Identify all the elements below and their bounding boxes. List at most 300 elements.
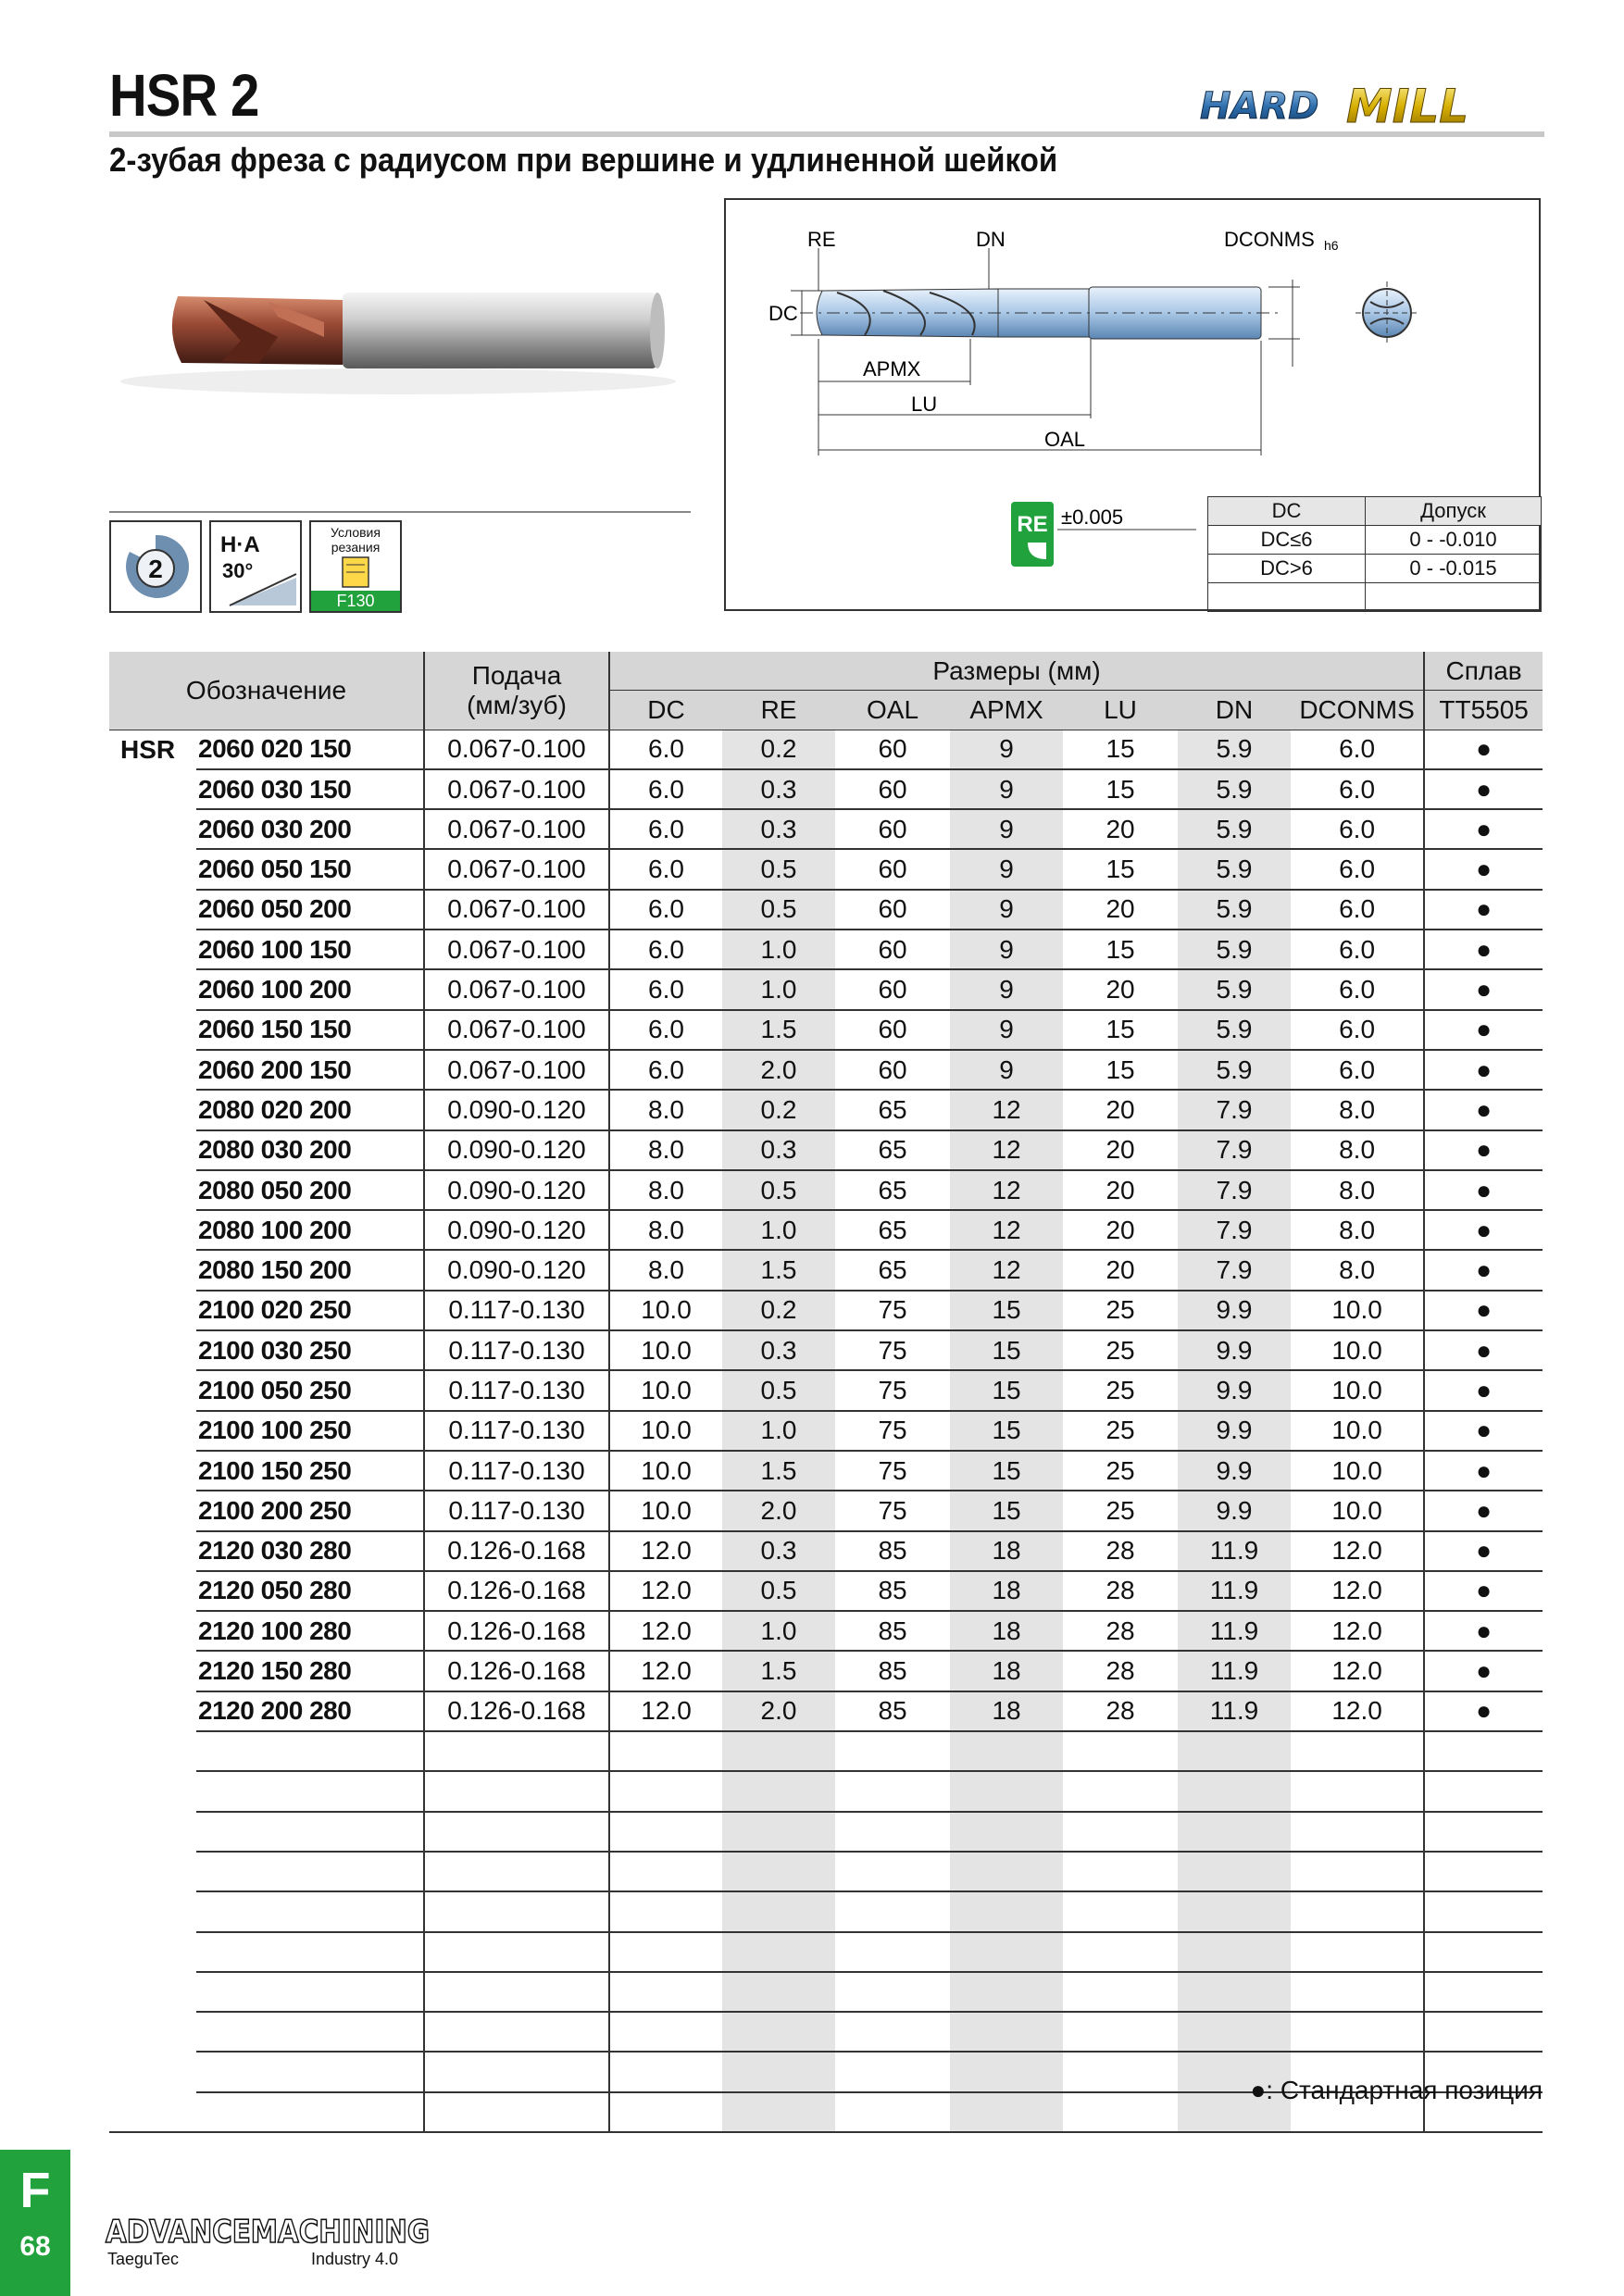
cell-grade: ● <box>1424 1090 1543 1129</box>
empty-cell <box>1291 1972 1424 2012</box>
cell-apmx: 18 <box>950 1531 1063 1571</box>
table-row <box>109 890 1543 930</box>
empty-row <box>109 1891 1543 1931</box>
cell-apmx: 12 <box>950 1210 1063 1250</box>
label-lu: LU <box>911 393 938 416</box>
cell-re: 1.5 <box>722 1451 835 1491</box>
series-prefix <box>109 1130 196 1170</box>
cell-oal: 85 <box>835 1651 950 1691</box>
empty-cell <box>835 1731 950 1771</box>
cell-dc: 6.0 <box>609 930 722 969</box>
helix-angle-icon <box>209 520 302 613</box>
cell-oal: 85 <box>835 1571 950 1611</box>
empty-cell <box>609 2092 722 2132</box>
label-dc: DC <box>768 302 798 325</box>
cell-oal: 60 <box>835 809 950 849</box>
cell-apmx: 15 <box>950 1291 1063 1330</box>
cell-re: 1.0 <box>722 1411 835 1451</box>
cell-apmx: 15 <box>950 1370 1063 1410</box>
empty-cell <box>835 1812 950 1852</box>
cell-re: 2.0 <box>722 1050 835 1090</box>
cell-lu: 25 <box>1063 1451 1178 1491</box>
page-number: 68 <box>19 2231 51 2262</box>
svg-text:2: 2 <box>148 555 163 583</box>
cell-lu: 20 <box>1063 1170 1178 1210</box>
cell-feed: 0.090-0.120 <box>424 1250 609 1290</box>
cell-dc: 12.0 <box>609 1611 722 1651</box>
cell-dn: 9.9 <box>1178 1411 1291 1451</box>
cell-dconms: 6.0 <box>1291 930 1424 969</box>
table-row <box>109 1250 1543 1290</box>
cell-apmx: 12 <box>950 1170 1063 1210</box>
cell-dn: 5.9 <box>1178 849 1291 889</box>
empty-cell <box>722 1852 835 1891</box>
cell-code: 2080 100 200 <box>196 1210 424 1250</box>
tolerance-table <box>1207 496 1542 612</box>
empty-cell <box>1291 1891 1424 1931</box>
table-row <box>109 1170 1543 1210</box>
tol-row <box>1208 583 1542 612</box>
cell-dn: 9.9 <box>1178 1451 1291 1491</box>
cell-oal: 60 <box>835 930 950 969</box>
cell-lu: 15 <box>1063 849 1178 889</box>
empty-cell <box>609 1731 722 1771</box>
empty-cell <box>609 2012 722 2052</box>
empty-cell <box>609 1891 722 1931</box>
cell-lu: 28 <box>1063 1651 1178 1691</box>
series-prefix <box>109 849 196 889</box>
photo-rule <box>109 511 691 513</box>
cell-code: 2060 050 200 <box>196 890 424 930</box>
table-row <box>109 1010 1543 1050</box>
cell-feed: 0.090-0.120 <box>424 1090 609 1129</box>
cell-lu: 20 <box>1063 1210 1178 1250</box>
empty-cell <box>609 1852 722 1891</box>
cell-dc: 8.0 <box>609 1250 722 1290</box>
header-dimensions: Размеры (мм) <box>609 652 1424 691</box>
cell-apmx: 9 <box>950 1050 1063 1090</box>
cell-dn: 5.9 <box>1178 1050 1291 1090</box>
empty-cell <box>196 2092 424 2132</box>
header-dn: DN <box>1178 691 1291 730</box>
cell-oal: 65 <box>835 1090 950 1129</box>
empty-cell <box>1178 1972 1291 2012</box>
empty-cell <box>424 1891 609 1931</box>
empty-cell <box>950 1731 1063 1771</box>
cell-dn: 11.9 <box>1178 1651 1291 1691</box>
cell-dn: 7.9 <box>1178 1170 1291 1210</box>
empty-cell <box>609 1812 722 1852</box>
cell-dconms: 10.0 <box>1291 1370 1424 1410</box>
cell-feed: 0.067-0.100 <box>424 730 609 769</box>
cell-feed: 0.090-0.120 <box>424 1210 609 1250</box>
cell-code: 2080 150 200 <box>196 1250 424 1290</box>
cell-oal: 60 <box>835 769 950 809</box>
empty-cell <box>1063 1932 1178 1972</box>
empty-cell <box>950 1891 1063 1931</box>
series-prefix <box>109 769 196 809</box>
empty-cell <box>950 1932 1063 1972</box>
cell-dc: 6.0 <box>609 730 722 769</box>
cell-dconms: 6.0 <box>1291 849 1424 889</box>
empty-cell <box>424 2052 609 2091</box>
empty-cell <box>950 2092 1063 2132</box>
empty-cell <box>835 1771 950 1811</box>
cell-oal: 85 <box>835 1611 950 1651</box>
advance-machining-logo <box>106 2209 439 2268</box>
cell-apmx: 9 <box>950 730 1063 769</box>
series-prefix <box>109 1691 196 1731</box>
cell-dn: 5.9 <box>1178 1010 1291 1050</box>
cell-lu: 25 <box>1063 1491 1178 1530</box>
cell-dc: 12.0 <box>609 1651 722 1691</box>
empty-cell <box>1063 1852 1178 1891</box>
cell-grade: ● <box>1424 930 1543 969</box>
cell-grade: ● <box>1424 1651 1543 1691</box>
header-feed: Подача (мм/зуб) <box>424 652 609 730</box>
cell-feed: 0.067-0.100 <box>424 849 609 889</box>
empty-cell <box>196 1972 424 2012</box>
header-lu: LU <box>1063 691 1178 730</box>
cell-lu: 25 <box>1063 1411 1178 1451</box>
empty-cell <box>1178 1852 1291 1891</box>
empty-row <box>109 1972 1543 2012</box>
tol-row <box>1208 526 1542 555</box>
cell-dconms: 6.0 <box>1291 1010 1424 1050</box>
empty-cell <box>196 1812 424 1852</box>
cell-grade: ● <box>1424 1010 1543 1050</box>
label-oal: OAL <box>1044 428 1086 451</box>
cell-dc: 8.0 <box>609 1210 722 1250</box>
cell-oal: 60 <box>835 730 950 769</box>
cell-dn: 5.9 <box>1178 809 1291 849</box>
empty-cell <box>1063 2052 1178 2091</box>
cell-dc: 6.0 <box>609 1010 722 1050</box>
tol-value-cell: 0 - -0.015 <box>1366 555 1542 583</box>
cell-dc: 8.0 <box>609 1170 722 1210</box>
svg-text:TaeguTec: TaeguTec <box>107 2250 180 2268</box>
cell-lu: 15 <box>1063 730 1178 769</box>
cell-dc: 10.0 <box>609 1370 722 1410</box>
cell-re: 2.0 <box>722 1691 835 1731</box>
cell-dn: 7.9 <box>1178 1090 1291 1129</box>
tol-value-cell <box>1366 583 1542 612</box>
cell-dc: 6.0 <box>609 769 722 809</box>
cell-dconms: 10.0 <box>1291 1411 1424 1451</box>
cell-dconms: 6.0 <box>1291 809 1424 849</box>
cell-grade: ● <box>1424 1571 1543 1611</box>
empty-cell <box>1063 1972 1178 2012</box>
empty-cell <box>1178 1812 1291 1852</box>
cell-grade: ● <box>1424 1611 1543 1651</box>
cell-re: 0.5 <box>722 890 835 930</box>
series-prefix <box>109 1291 196 1330</box>
empty-row <box>109 1932 1543 1972</box>
empty-cell <box>1291 2012 1424 2052</box>
empty-cell <box>722 1812 835 1852</box>
empty-cell <box>1063 1731 1178 1771</box>
re-tolerance: ±0.005 <box>1061 505 1124 529</box>
label-dconms-tol: h6 <box>1324 238 1339 253</box>
cell-apmx: 9 <box>950 849 1063 889</box>
series-prefix <box>109 1090 196 1129</box>
cell-re: 0.5 <box>722 1370 835 1410</box>
tol-row <box>1208 555 1542 583</box>
tol-value-cell: 0 - -0.010 <box>1366 526 1542 555</box>
cell-dc: 8.0 <box>609 1130 722 1170</box>
cell-feed: 0.126-0.168 <box>424 1651 609 1691</box>
cell-code: 2120 050 280 <box>196 1571 424 1611</box>
series-prefix <box>109 1250 196 1290</box>
cell-dconms: 12.0 <box>1291 1611 1424 1651</box>
empty-cell <box>722 1731 835 1771</box>
cell-dconms: 10.0 <box>1291 1451 1424 1491</box>
cell-lu: 25 <box>1063 1291 1178 1330</box>
table-row <box>109 1531 1543 1571</box>
empty-cell <box>109 1932 196 1972</box>
cell-re: 0.5 <box>722 849 835 889</box>
cell-dn: 5.9 <box>1178 930 1291 969</box>
cell-oal: 60 <box>835 1050 950 1090</box>
cell-oal: 60 <box>835 969 950 1009</box>
series-prefix <box>109 890 196 930</box>
cell-dc: 6.0 <box>609 890 722 930</box>
cell-dn: 11.9 <box>1178 1691 1291 1731</box>
table-row <box>109 1571 1543 1611</box>
cell-dconms: 12.0 <box>1291 1691 1424 1731</box>
cell-dn: 11.9 <box>1178 1571 1291 1611</box>
cell-oal: 75 <box>835 1291 950 1330</box>
table-row <box>109 1411 1543 1451</box>
empty-cell <box>1063 2012 1178 2052</box>
table-row <box>109 769 1543 809</box>
empty-cell <box>1291 1771 1424 1811</box>
empty-cell <box>1424 1812 1543 1852</box>
series-prefix <box>109 969 196 1009</box>
cell-apmx: 9 <box>950 1010 1063 1050</box>
cell-dc: 12.0 <box>609 1531 722 1571</box>
empty-cell <box>1424 1731 1543 1771</box>
table-row <box>109 1130 1543 1170</box>
cell-feed: 0.067-0.100 <box>424 1010 609 1050</box>
cell-lu: 15 <box>1063 1050 1178 1090</box>
empty-cell <box>950 1812 1063 1852</box>
empty-cell <box>835 2092 950 2132</box>
cell-dconms: 12.0 <box>1291 1571 1424 1611</box>
cell-lu: 25 <box>1063 1370 1178 1410</box>
cell-feed: 0.090-0.120 <box>424 1170 609 1210</box>
empty-cell <box>609 1771 722 1811</box>
cell-apmx: 9 <box>950 890 1063 930</box>
cell-dc: 10.0 <box>609 1491 722 1530</box>
cell-lu: 20 <box>1063 969 1178 1009</box>
empty-cell <box>109 1852 196 1891</box>
cell-dconms: 8.0 <box>1291 1250 1424 1290</box>
cell-re: 0.2 <box>722 1291 835 1330</box>
cell-feed: 0.117-0.130 <box>424 1370 609 1410</box>
cell-apmx: 15 <box>950 1451 1063 1491</box>
cell-re: 0.3 <box>722 1330 835 1370</box>
cell-apmx: 18 <box>950 1571 1063 1611</box>
empty-cell <box>424 1771 609 1811</box>
cell-apmx: 12 <box>950 1250 1063 1290</box>
svg-text:F130: F130 <box>336 592 375 610</box>
series-prefix <box>109 1491 196 1530</box>
tool-photo <box>120 252 685 400</box>
cell-dconms: 8.0 <box>1291 1210 1424 1250</box>
cell-dn: 7.9 <box>1178 1210 1291 1250</box>
cell-re: 2.0 <box>722 1491 835 1530</box>
section-letter: F <box>19 2163 51 2218</box>
empty-cell <box>835 1972 950 2012</box>
header-rule <box>109 131 1544 137</box>
cell-dc: 10.0 <box>609 1291 722 1330</box>
cell-dc: 10.0 <box>609 1411 722 1451</box>
empty-cell <box>1178 1932 1291 1972</box>
cell-code: 2100 200 250 <box>196 1491 424 1530</box>
empty-cell <box>109 2092 196 2132</box>
cell-feed: 0.067-0.100 <box>424 890 609 930</box>
empty-cell <box>950 1771 1063 1811</box>
tol-dc-cell: DC≤6 <box>1208 526 1366 555</box>
cell-oal: 75 <box>835 1491 950 1530</box>
cell-dconms: 12.0 <box>1291 1531 1424 1571</box>
table-row <box>109 1691 1543 1731</box>
tol-header-dc: DC <box>1208 497 1366 526</box>
empty-cell <box>109 1891 196 1931</box>
cell-dc: 6.0 <box>609 809 722 849</box>
two-flute-icon <box>109 520 202 613</box>
cell-grade: ● <box>1424 890 1543 930</box>
empty-cell <box>722 2012 835 2052</box>
series-prefix: HSR <box>120 734 176 764</box>
cell-apmx: 18 <box>950 1611 1063 1651</box>
cell-code: 2060 100 200 <box>196 969 424 1009</box>
empty-cell <box>1063 2092 1178 2132</box>
cell-feed: 0.067-0.100 <box>424 809 609 849</box>
cell-code: 2100 150 250 <box>196 1451 424 1491</box>
table-row <box>109 1370 1543 1410</box>
table-row <box>109 1090 1543 1129</box>
cell-dn: 5.9 <box>1178 730 1291 769</box>
empty-cell <box>1424 1771 1543 1811</box>
hardmill-logo <box>1194 72 1546 133</box>
cell-oal: 65 <box>835 1170 950 1210</box>
empty-cell <box>609 1972 722 2012</box>
cell-grade: ● <box>1424 1250 1543 1290</box>
series-prefix <box>109 1611 196 1651</box>
header-alloy: Сплав <box>1424 652 1543 691</box>
cell-dconms: 12.0 <box>1291 1651 1424 1691</box>
empty-cell <box>1291 1812 1424 1852</box>
table-row <box>109 1651 1543 1691</box>
cell-grade: ● <box>1424 1330 1543 1370</box>
cell-dconms: 10.0 <box>1291 1491 1424 1530</box>
empty-cell <box>196 2012 424 2052</box>
cell-dn: 9.9 <box>1178 1370 1291 1410</box>
cell-feed: 0.067-0.100 <box>424 769 609 809</box>
series-prefix <box>109 1210 196 1250</box>
cell-lu: 28 <box>1063 1531 1178 1571</box>
page-title: HSR 2 <box>109 62 259 129</box>
cell-code: 2060 030 150 <box>196 769 424 809</box>
empty-cell <box>196 1852 424 1891</box>
cell-dconms: 6.0 <box>1291 769 1424 809</box>
svg-text:RE: RE <box>1017 512 1048 537</box>
cell-grade: ● <box>1424 809 1543 849</box>
table-row <box>109 1451 1543 1491</box>
empty-cell <box>109 1771 196 1811</box>
cell-dn: 5.9 <box>1178 890 1291 930</box>
cell-feed: 0.117-0.130 <box>424 1291 609 1330</box>
cell-lu: 15 <box>1063 1010 1178 1050</box>
label-dconms: DCONMS <box>1224 228 1315 251</box>
empty-cell <box>424 1852 609 1891</box>
svg-text:30°: 30° <box>222 559 254 582</box>
cell-lu: 15 <box>1063 769 1178 809</box>
cell-dc: 10.0 <box>609 1451 722 1491</box>
empty-cell <box>109 2012 196 2052</box>
svg-text:HARD: HARD <box>1200 85 1319 128</box>
cell-dc: 6.0 <box>609 969 722 1009</box>
cell-grade: ● <box>1424 1411 1543 1451</box>
label-dn: DN <box>976 228 1006 251</box>
cell-re: 0.2 <box>722 730 835 769</box>
empty-cell <box>835 2012 950 2052</box>
cell-re: 0.3 <box>722 1130 835 1170</box>
product-table <box>109 652 1543 2133</box>
cell-grade: ● <box>1424 849 1543 889</box>
cell-re: 1.5 <box>722 1651 835 1691</box>
legend-standard-item: ●: Стандартная позиция <box>1250 2076 1543 2104</box>
empty-cell <box>950 1852 1063 1891</box>
cell-apmx: 9 <box>950 969 1063 1009</box>
empty-cell <box>1424 1972 1543 2012</box>
cell-feed: 0.067-0.100 <box>424 930 609 969</box>
cell-re: 0.2 <box>722 1090 835 1129</box>
cell-lu: 15 <box>1063 930 1178 969</box>
empty-row <box>109 1731 1543 1771</box>
cell-apmx: 15 <box>950 1491 1063 1530</box>
cell-code: 2060 200 150 <box>196 1050 424 1090</box>
cell-grade: ● <box>1424 1170 1543 1210</box>
cell-feed: 0.117-0.130 <box>424 1491 609 1530</box>
empty-cell <box>424 1812 609 1852</box>
series-prefix <box>109 1330 196 1370</box>
series-prefix <box>109 1531 196 1571</box>
cell-dc: 8.0 <box>609 1090 722 1129</box>
cell-apmx: 9 <box>950 769 1063 809</box>
cell-feed: 0.090-0.120 <box>424 1130 609 1170</box>
section-tab <box>0 2150 70 2296</box>
empty-cell <box>196 1932 424 1972</box>
cell-feed: 0.067-0.100 <box>424 1050 609 1090</box>
cell-oal: 65 <box>835 1250 950 1290</box>
cell-oal: 75 <box>835 1411 950 1451</box>
header-re: RE <box>722 691 835 730</box>
series-prefix <box>109 1010 196 1050</box>
empty-cell <box>1291 1731 1424 1771</box>
header-dc: DC <box>609 691 722 730</box>
table-row <box>109 1611 1543 1651</box>
cell-oal: 85 <box>835 1531 950 1571</box>
cell-code: 2100 100 250 <box>196 1411 424 1451</box>
table-row <box>109 930 1543 969</box>
cell-code: 2120 200 280 <box>196 1691 424 1731</box>
cell-dn: 7.9 <box>1178 1130 1291 1170</box>
table-row <box>109 730 1543 769</box>
cell-code: 2100 050 250 <box>196 1370 424 1410</box>
